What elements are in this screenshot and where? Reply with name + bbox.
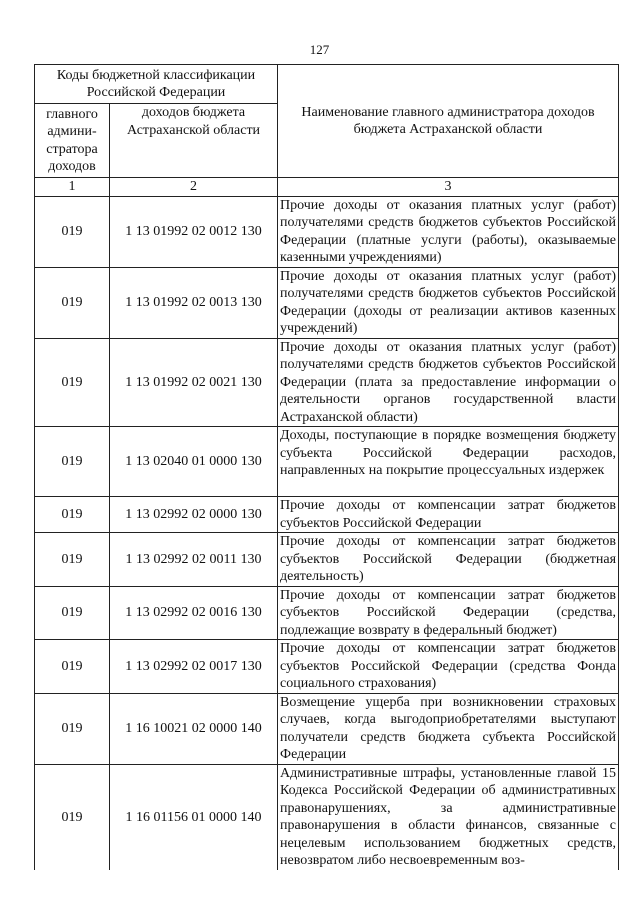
table-row — [35, 497, 619, 533]
table-row — [35, 196, 619, 267]
budget-codes-table — [34, 64, 619, 870]
table-row — [35, 533, 619, 587]
header-col-admin: главного админи- стратора доходов — [35, 104, 110, 178]
header-num-3: 3 — [278, 178, 619, 197]
table-row — [35, 640, 619, 694]
income-code: 1 16 10021 02 0000 140 — [110, 693, 278, 764]
header-num-1: 1 — [35, 178, 110, 197]
header-num-2: 2 — [110, 178, 278, 197]
table-row — [35, 586, 619, 640]
income-name: Прочие доходы от оказания платных услуг (работ) получателями средств бюджетов субъектов Российской Федерации (доходы от реализации активов казенных учреждений) — [278, 267, 619, 338]
income-name: Прочие доходы от компенсации затрат бюджетов субъектов Российской Федерации (бюджетная деятельность) — [278, 533, 619, 587]
admin-code: 019 — [35, 533, 110, 587]
page-number: 127 — [309, 42, 330, 57]
admin-code: 019 — [35, 764, 110, 870]
admin-code: 019 — [35, 497, 110, 533]
admin-code: 019 — [35, 640, 110, 694]
income-name: Прочие доходы от компенсации затрат бюджетов субъектов Российской Федерации (средства Фонда социального страхования) — [278, 640, 619, 694]
income-code: 1 13 02992 02 0016 130 — [110, 586, 278, 640]
income-code: 1 13 02992 02 0017 130 — [110, 640, 278, 694]
admin-code: 019 — [35, 196, 110, 267]
admin-code: 019 — [35, 427, 110, 497]
admin-code: 019 — [35, 338, 110, 427]
income-name: Прочие доходы от оказания платных услуг (работ) получателями средств бюджетов субъектов Российской Федерации (плата за предоставление информации о деятельности органов государственной власти Астраханской области) — [278, 338, 619, 427]
table-row — [35, 764, 619, 870]
table-row — [35, 693, 619, 764]
income-name: Прочие доходы от компенсации затрат бюджетов субъектов Российской Федерации (средства, подлежащие возврату в федеральный бюджет) — [278, 586, 619, 640]
income-name: Возмещение ущерба при возникновении страховых случаев, когда выгодоприобретателями выступают получатели средств бюджета субъекта Российской Федерации — [278, 693, 619, 764]
income-name: Прочие доходы от компенсации затрат бюджетов субъектов Российской Федерации — [278, 497, 619, 533]
table-row — [35, 267, 619, 338]
table-row — [35, 427, 619, 497]
income-code: 1 13 02992 02 0011 130 — [110, 533, 278, 587]
income-code: 1 13 02040 01 0000 130 — [110, 427, 278, 497]
income-code: 1 16 01156 01 0000 140 — [110, 764, 278, 870]
header-col-income: доходов бюджета Астраханской области — [110, 104, 278, 178]
income-code: 1 13 01992 02 0012 130 — [110, 196, 278, 267]
income-name: Административные штрафы, установленные главой 15 Кодекса Российской Федерации об административных правонарушениях, за административные правонарушения в области финансов, связанные с нецелевым использованием бюджетных средств, невозвратом либо несвоевременным воз- — [278, 764, 619, 870]
admin-code: 019 — [35, 586, 110, 640]
admin-code: 019 — [35, 267, 110, 338]
admin-code: 019 — [35, 693, 110, 764]
table-row — [35, 338, 619, 427]
income-code: 1 13 01992 02 0021 130 — [110, 338, 278, 427]
income-code: 1 13 01992 02 0013 130 — [110, 267, 278, 338]
income-code: 1 13 02992 02 0000 130 — [110, 497, 278, 533]
income-name: Прочие доходы от оказания платных услуг (работ) получателями средств бюджетов субъектов Российской Федерации (платные услуги (работы), оказываемые казенными учреждениями) — [278, 196, 619, 267]
income-name: Доходы, поступающие в порядке возмещения бюджету субъекта Российской Федерации расходов, направленных на покрытие процессуальных издержек — [278, 427, 619, 497]
header-codes-group: Коды бюджетной классификации Российской Федерации — [35, 65, 278, 104]
header-col-name: Наименование главного администратора доходов бюджета Астраханской области — [278, 65, 619, 178]
